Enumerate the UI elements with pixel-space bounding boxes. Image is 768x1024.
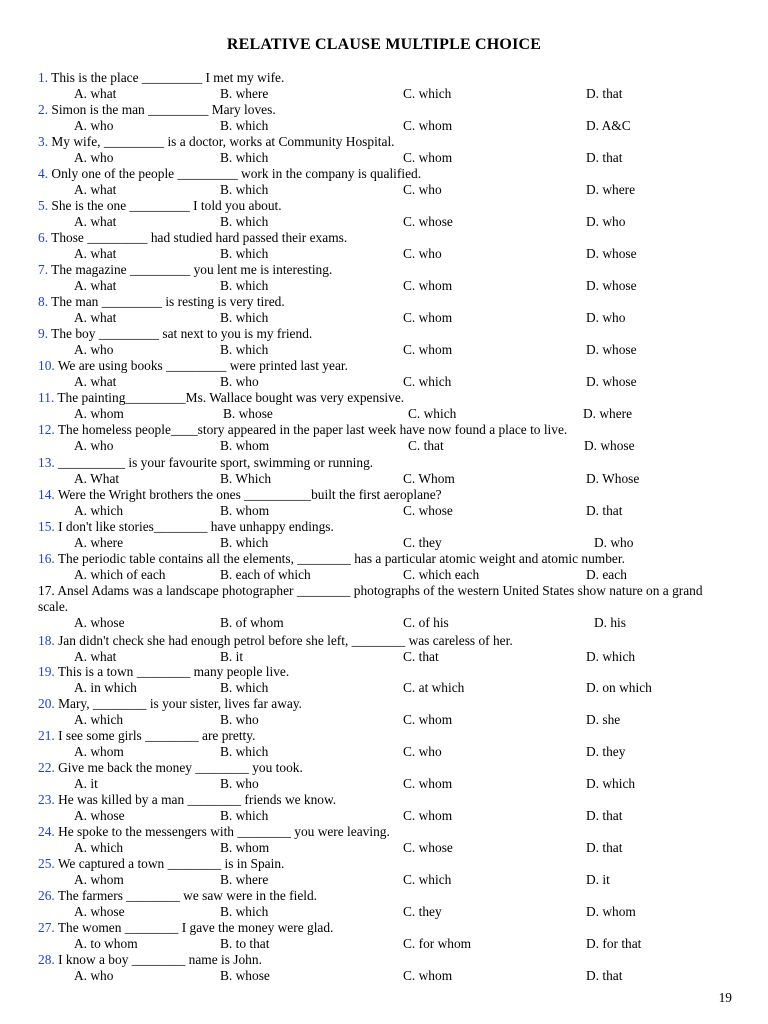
page-number: 19 [718,990,732,1005]
question-text: The farmers ________ we saw were in the field. [54,888,318,903]
question-text: Those _________ had studied hard passed their exams. [48,230,348,245]
question-text: We captured a town ________ is in Spain. [54,856,285,871]
answer-option-c[interactable]: C. which [403,374,452,389]
answer-option-d[interactable]: D. where [583,406,633,421]
answer-option-c[interactable]: C. whose [403,214,453,229]
question-number: 4. [38,166,49,181]
answer-option-a[interactable]: A. which [74,503,124,518]
answer-option-c[interactable]: C. whom [403,150,453,165]
answer-option-a[interactable]: A. what [74,86,117,101]
answer-option-b[interactable]: B. which [220,904,269,919]
question-1 [38,70,284,86]
question-text: This is a town ________ many people live. [54,664,290,679]
answer-option-b[interactable]: B. it [220,649,244,664]
answer-option-b[interactable]: B. who [220,712,259,727]
question-number: 24. [38,824,55,839]
question-number: 21. [38,728,55,743]
answer-option-c[interactable]: C. that [408,438,444,453]
question-text: The boy _________ sat next to you is my friend. [48,326,313,341]
answer-option-d[interactable]: D. that [586,86,623,101]
answer-option-d[interactable]: D. that [586,840,623,855]
answer-option-a[interactable]: A. what [74,246,117,261]
answer-option-c[interactable]: C. who [403,744,442,759]
answer-option-c[interactable]: C. of his [403,615,449,630]
answer-option-c[interactable]: C. which [403,86,452,101]
question-number: 11. [38,390,55,405]
answer-option-b[interactable]: B. who [220,776,259,791]
question-number: 26. [38,888,55,903]
answer-option-d[interactable]: D. which [586,776,636,791]
question-number: 25. [38,856,55,871]
question-11 [38,390,404,406]
answer-option-d[interactable]: D. whose [586,374,637,389]
answer-option-a[interactable]: A. whom [74,406,124,421]
answer-option-c[interactable]: C. whom [403,712,453,727]
answer-option-d[interactable]: D. she [586,712,621,727]
answer-option-b[interactable]: B. which [220,342,269,357]
question-number: 16. [38,551,55,566]
answer-option-a[interactable]: A. where [74,535,124,550]
answer-option-c[interactable]: C. they [403,904,442,919]
question-text: He was killed by a man ________ friends we know. [54,792,337,807]
question-3 [38,134,395,150]
answer-option-c[interactable]: C. whom [403,776,453,791]
answer-option-d[interactable]: D. Whose [586,471,640,486]
question-27 [38,920,333,936]
question-9 [38,326,312,342]
question-text: Jan didn't check she had enough petrol before she left, ________ was careless of her. [54,633,513,648]
answer-option-a[interactable]: A. whom [74,872,124,887]
answer-option-a[interactable]: A. who [74,342,114,357]
question-text: Only one of the people _________ work in the company is qualified. [48,166,422,181]
question-text: The homeless people____story appeared in the paper last week have now found a place to live. [54,422,568,437]
question-text: The women ________ I gave the money were glad. [54,920,334,935]
question-19 [38,664,289,680]
question-26 [38,888,317,904]
answer-option-d[interactable]: D. for that [586,936,642,951]
question-number: 13. [38,455,55,470]
answer-option-b[interactable]: B. which [220,150,269,165]
question-number: 5. [38,198,49,213]
answer-option-d[interactable]: D. A&C [586,118,631,133]
question-13 [38,455,373,471]
answer-option-c[interactable]: C. which [403,872,452,887]
answer-option-c[interactable]: C. for whom [403,936,472,951]
question-number: 14. [38,487,55,502]
question-28 [38,952,262,968]
question-text: The periodic table contains all the elements, ________ has a particular atomic weight and atomic number. [54,551,625,566]
answer-option-d[interactable]: D. it [586,872,610,887]
question-number: 8. [38,294,49,309]
question-number: 9. [38,326,49,341]
question-5 [38,198,282,214]
question-number: 28. [38,952,55,967]
answer-option-b[interactable]: B. whom [220,438,270,453]
question-text: I know a boy ________ name is John. [54,952,262,967]
answer-option-d[interactable]: D. that [586,150,623,165]
question-text: __________ is your favourite sport, swimming or running. [54,455,374,470]
answer-option-a[interactable]: A. to whom [74,936,138,951]
answer-option-d[interactable]: D. that [586,503,623,518]
answer-option-d[interactable]: D. whose [586,278,637,293]
answer-option-b[interactable]: B. Which [220,471,272,486]
question-8 [38,294,285,310]
answer-option-a[interactable]: A. what [74,374,117,389]
answer-option-c[interactable]: C. whom [403,968,453,983]
question-17 [38,583,730,615]
question-number: 23. [38,792,55,807]
answer-option-c[interactable]: C. whose [403,503,453,518]
answer-option-c[interactable]: C. they [403,535,442,550]
answer-option-a[interactable]: A. who [74,150,114,165]
question-10 [38,358,348,374]
answer-option-b[interactable]: B. which [220,310,269,325]
question-text: This is the place _________ I met my wife. [48,70,285,85]
question-text: Ansel Adams was a landscape photographer ________ photographs of the western United States show nature on a grand scale. [38,583,703,614]
question-number: 18. [38,633,55,648]
question-14 [38,487,442,503]
answer-option-d[interactable]: D. whose [586,342,637,357]
question-text: My wife, _________ is a doctor, works at Community Hospital. [48,134,395,149]
question-number: 22. [38,760,55,775]
question-text: The man _________ is resting is very tired. [48,294,285,309]
question-24 [38,824,390,840]
answer-option-a[interactable]: A. which [74,840,124,855]
answer-option-d[interactable]: D. which [586,649,636,664]
answer-option-a[interactable]: A. in which [74,680,137,695]
answer-option-a[interactable]: A. what [74,310,117,325]
answer-option-a[interactable]: A. what [74,649,117,664]
answer-option-b[interactable]: B. whose [223,406,273,421]
question-number: 1. [38,70,49,85]
answer-option-b[interactable]: B. which [220,246,269,261]
answer-option-b[interactable]: B. where [220,872,269,887]
question-number: 6. [38,230,49,245]
question-text: The magazine _________ you lent me is interesting. [48,262,333,277]
answer-option-c[interactable]: C. Whom [403,471,455,486]
answer-option-c[interactable]: C. whom [403,118,453,133]
question-text: Mary, ________ is your sister, lives far away. [54,696,303,711]
answer-option-a[interactable]: A. who [74,118,114,133]
answer-option-c[interactable]: C. whom [403,310,453,325]
question-22 [38,760,303,776]
question-number: 27. [38,920,55,935]
answer-option-d[interactable]: D. that [586,968,623,983]
question-15 [38,519,334,535]
answer-option-a[interactable]: A. whose [74,808,125,823]
answer-option-b[interactable]: B. of whom [220,615,284,630]
question-number: 10. [38,358,55,373]
worksheet-title: RELATIVE CLAUSE MULTIPLE CHOICE [226,36,542,53]
answer-option-b[interactable]: B. which [220,214,269,229]
question-number: 7. [38,262,49,277]
question-text: He spoke to the messengers with ________ you were leaving. [54,824,390,839]
question-25 [38,856,284,872]
question-text: I see some girls ________ are pretty. [54,728,256,743]
question-7 [38,262,332,278]
answer-option-c[interactable]: C. whom [403,342,453,357]
answer-option-c[interactable]: C. that [403,649,439,664]
answer-option-b[interactable]: B. which [220,744,269,759]
answer-option-b[interactable]: B. whom [220,503,270,518]
answer-option-a[interactable]: A. which of each [74,567,166,582]
answer-option-d[interactable]: D. each [586,567,627,582]
question-text: The painting_________Ms. Wallace bought was very expensive. [54,390,405,405]
answer-option-c[interactable]: C. whom [403,278,453,293]
question-text: Give me back the money ________ you took. [54,760,303,775]
answer-option-d[interactable]: D. that [586,808,623,823]
answer-option-a[interactable]: A. what [74,182,117,197]
answer-option-c[interactable]: C. who [403,246,442,261]
question-21 [38,728,255,744]
question-2 [38,102,276,118]
question-number: 15. [38,519,55,534]
question-number: 12. [38,422,55,437]
answer-option-b[interactable]: B. whom [220,840,270,855]
answer-option-a[interactable]: A. whose [74,615,125,630]
answer-option-c[interactable]: C. at which [403,680,465,695]
answer-option-d[interactable]: D. his [594,615,626,630]
question-20 [38,696,302,712]
answer-option-c[interactable]: C. whose [403,840,453,855]
answer-option-d[interactable]: D. whom [586,904,636,919]
answer-option-a[interactable]: A. what [74,278,117,293]
answer-option-a[interactable]: A. which [74,712,124,727]
answer-option-d[interactable]: D. who [594,535,634,550]
question-text: Were the Wright brothers the ones __________built the first aeroplane? [54,487,442,502]
question-18 [38,633,513,649]
answer-option-a[interactable]: A. whom [74,744,124,759]
answer-option-a[interactable]: A. whose [74,904,125,919]
answer-option-d[interactable]: D. where [586,182,636,197]
question-text: She is the one _________ I told you about. [48,198,282,213]
question-16 [38,551,625,567]
answer-option-b[interactable]: B. who [220,374,259,389]
answer-option-d[interactable]: D. they [586,744,626,759]
answer-option-b[interactable]: B. which [220,118,269,133]
answer-option-a[interactable]: A. it [74,776,98,791]
answer-option-a[interactable]: A. what [74,214,117,229]
question-number: 20. [38,696,55,711]
answer-option-b[interactable]: B. which [220,808,269,823]
question-4 [38,166,421,182]
answer-option-b[interactable]: B. which [220,182,269,197]
question-text: Simon is the man _________ Mary loves. [48,102,276,117]
question-number: 3. [38,134,49,149]
answer-option-d[interactable]: D. whose [586,246,637,261]
answer-option-b[interactable]: B. where [220,86,269,101]
answer-option-b[interactable]: B. which [220,535,269,550]
answer-option-b[interactable]: B. each of which [220,567,311,582]
question-number: 19. [38,664,55,679]
answer-option-d[interactable]: D. whose [584,438,635,453]
question-12 [38,422,567,438]
question-6 [38,230,347,246]
answer-option-c[interactable]: C. which each [403,567,480,582]
question-23 [38,792,336,808]
answer-option-c[interactable]: C. whom [403,808,453,823]
answer-option-b[interactable]: B. which [220,278,269,293]
answer-option-d[interactable]: D. who [586,310,626,325]
answer-option-c[interactable]: C. who [403,182,442,197]
question-text: We are using books _________ were printed last year. [54,358,348,373]
answer-option-b[interactable]: B. which [220,680,269,695]
answer-option-a[interactable]: A. who [74,968,114,983]
answer-option-a[interactable]: A. who [74,438,114,453]
answer-option-c[interactable]: C. which [408,406,457,421]
answer-option-d[interactable]: D. who [586,214,626,229]
question-number: 2. [38,102,49,117]
question-text: I don't like stories________ have unhappy endings. [54,519,334,534]
question-number: 17. [38,583,55,598]
answer-option-a[interactable]: A. What [74,471,120,486]
answer-option-b[interactable]: B. to that [220,936,270,951]
answer-option-d[interactable]: D. on which [586,680,652,695]
answer-option-b[interactable]: B. whose [220,968,270,983]
